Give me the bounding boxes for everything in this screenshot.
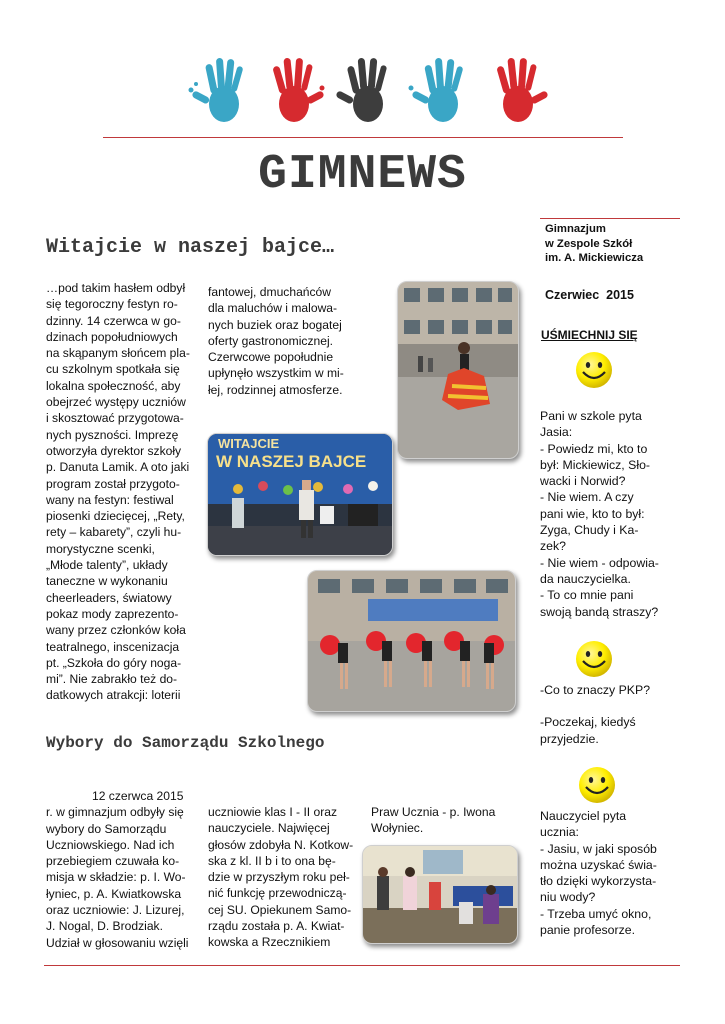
text-line: mi”. Nie zabrakło też do- [46, 672, 178, 687]
text-line: nić funkcję przewodniczą- [208, 886, 347, 901]
text-line: ska z kl. II b i to ona bę- [208, 853, 336, 868]
joke-line: zek? [540, 539, 566, 554]
photo-stage [207, 433, 393, 556]
text-line: na skąpanym słońcem pla- [46, 346, 190, 361]
text-line: program został przygoto- [46, 476, 180, 491]
joke-line: - Jasiu, w jaki sposób [540, 841, 657, 856]
issue-date: Czerwiec 2015 [545, 288, 634, 302]
joke-1 [540, 408, 680, 620]
joke-line: - Nie wiem. A czy [540, 490, 634, 505]
text-line: dla maluchów i malowa- [208, 301, 338, 316]
joke-line [540, 698, 680, 714]
article-column-2 [208, 804, 356, 951]
text-line: oferty gastronomicznej. [208, 333, 334, 348]
joke-line: wacki i Norwid? [540, 474, 626, 489]
text-line: upłynęło wszystkim w mi- [208, 366, 344, 381]
text-line: lokalna społeczność, aby [46, 378, 181, 393]
text-line: teatralnego, inscenizacja [46, 639, 180, 654]
article-title: Witajcie w naszej bajce… [46, 236, 335, 259]
text-line: łej, rodzinnej atmosferze. [208, 382, 343, 397]
smiley-icon [575, 351, 613, 389]
text-line: cu szkolnym spotkała się [46, 362, 180, 377]
text-line: dzie w przyszłym roku peł- [208, 870, 350, 885]
joke-line: swoją bandą straszy? [540, 604, 659, 619]
text-line: taneczne w wykonaniu [46, 574, 168, 589]
joke-line: ucznia: [540, 825, 579, 840]
text-line: głosów zdobyła N. Kotkow- [208, 837, 354, 852]
school-line: w Zespole Szkół [545, 237, 633, 250]
svg-text:W NASZEJ BAJCE: W NASZEJ BAJCE [216, 452, 367, 471]
text-line: Praw Ucznia - p. Iwona [371, 805, 496, 819]
text-line: r. w gimnazjum odbyły się [46, 805, 184, 820]
text-line: J. Nogal, D. Brodziak. [46, 919, 163, 934]
joke-line: był: Mickiewicz, Sło- [540, 457, 651, 472]
text-line: „Młode talenty”, układy [46, 558, 168, 573]
text-line: …pod takim hasłem odbył [46, 281, 186, 295]
red-hand-icon [258, 52, 332, 130]
text-line: nych pyszności. Imprezę [46, 427, 179, 442]
joke-line: Jasia: [540, 425, 573, 440]
joke-line: pani wie, kto to był: [540, 506, 645, 521]
school-line: im. A. Mickiewicza [545, 252, 644, 264]
joke-line: -Poczekaj, kiedyś [540, 715, 636, 730]
text-line: misja w składzie: p. I. Wo- [46, 870, 186, 885]
article-column-3 [371, 804, 519, 837]
text-line: rety – kabarety”, czyli hu- [46, 525, 182, 540]
smiley-icon [578, 766, 616, 804]
photo-dancer [397, 281, 519, 459]
sidebar-top-rule [540, 218, 680, 219]
joke-line: da nauczycielka. [540, 571, 631, 586]
text-line: oraz uczniowie: J. Lizurej, [46, 903, 185, 918]
school-line: Gimnazjum [545, 223, 606, 235]
text-line: uczniowie klas I - II oraz [208, 805, 338, 819]
text-line: piosenki dziecięcej, „Rety, [46, 509, 185, 524]
article-column-1 [46, 280, 193, 704]
joke-2 [540, 682, 680, 747]
joke-line: przyjedzie. [540, 731, 599, 746]
text-line: cheerleaders, światowy [46, 590, 172, 605]
joke-line: panie profesorze. [540, 923, 636, 938]
text-line: przebiegiem czuwała ko- [46, 854, 180, 869]
smiley-icon [575, 640, 613, 678]
joke-line: Zyga, Chudy i Ka- [540, 523, 639, 538]
text-line: morystyczne scenki, [46, 541, 155, 556]
photo-voting [362, 845, 518, 944]
joke-line: - Trzeba umyć okno, [540, 906, 652, 921]
blue-hand-icon [405, 52, 479, 130]
photo-cheerleaders [307, 570, 516, 712]
text-line: otworzyła dyrektor szkoły [46, 443, 182, 458]
blue-hand-icon [184, 52, 258, 130]
joke-line: - Nie wiem - odpowia- [540, 555, 659, 570]
text-line: łyniec, p. A. Kwiatkowska [46, 886, 182, 901]
gray-hand-icon [330, 52, 404, 130]
joke-line: Pani w szkole pyta [540, 409, 642, 423]
text-line: wybory do Samorządu [46, 821, 167, 836]
text-line: obejrzeć występy uczniów [46, 395, 186, 410]
text-line: i skosztować przygotowa- [46, 411, 184, 426]
footer-rule [44, 965, 680, 966]
jokes-section-title: UŚMIECHNIJ SIĘ [541, 328, 638, 342]
text-line: cej SU. Opiekunem Samo- [208, 902, 352, 917]
text-line: nych buziek oraz bogatej [208, 317, 342, 332]
text-line: fantowej, dmuchańców [208, 285, 332, 299]
school-name [545, 222, 643, 266]
joke-3 [540, 808, 680, 938]
svg-text:WITAJCIE: WITAJCIE [218, 436, 280, 451]
joke-line: - Powiedz mi, kto to [540, 441, 648, 456]
joke-line: Nauczyciel pyta [540, 809, 627, 823]
text-line: pokaz mody zaprezento- [46, 606, 179, 621]
text-line: wany przez członków koła [46, 623, 186, 638]
text-line: p. Danuta Lamik. A oto jaki [46, 460, 190, 475]
article-title: Wybory do Samorządu Szkolnego [46, 734, 325, 752]
text-line: Uczniowskiego. Nad ich [46, 837, 175, 852]
joke-line: tło dzięki wykorzysta- [540, 874, 657, 889]
text-line: Udział w głosowaniu wzięli [46, 935, 189, 950]
joke-line: można uzyskać świa- [540, 857, 657, 872]
text-line: pt. „Szkoła do góry noga- [46, 655, 182, 670]
article-column-1 [46, 788, 194, 951]
text-line: rządu została p. A. Kwiat- [208, 919, 345, 934]
text-line: dzinny. 14 czerwca w go- [46, 313, 181, 328]
masthead-title: GIMNEWS [258, 148, 467, 202]
red-hand-icon [484, 52, 558, 130]
text-line: datkowych atrakcji: loterii [46, 688, 181, 703]
text-line: Czerwcowe popołudnie [208, 350, 334, 365]
text-line: 12 czerwca 2015 [92, 789, 184, 803]
joke-line: niu wody? [540, 890, 596, 905]
text-line: kowska a Rzecznikiem [208, 935, 331, 950]
joke-line: -Co to znaczy PKP? [540, 683, 651, 697]
article-column-2 [208, 284, 356, 398]
text-line: Wołyniec. [371, 821, 424, 836]
joke-line: - To co mnie pani [540, 588, 634, 603]
text-line: wany na festyn: festiwal [46, 492, 174, 507]
masthead-top-rule [103, 137, 623, 138]
text-line: nauczyciele. Najwięcej [208, 821, 330, 836]
text-line: się tegoroczny festyn ro- [46, 297, 178, 312]
text-line: dzinach popołudniowych [46, 329, 178, 344]
